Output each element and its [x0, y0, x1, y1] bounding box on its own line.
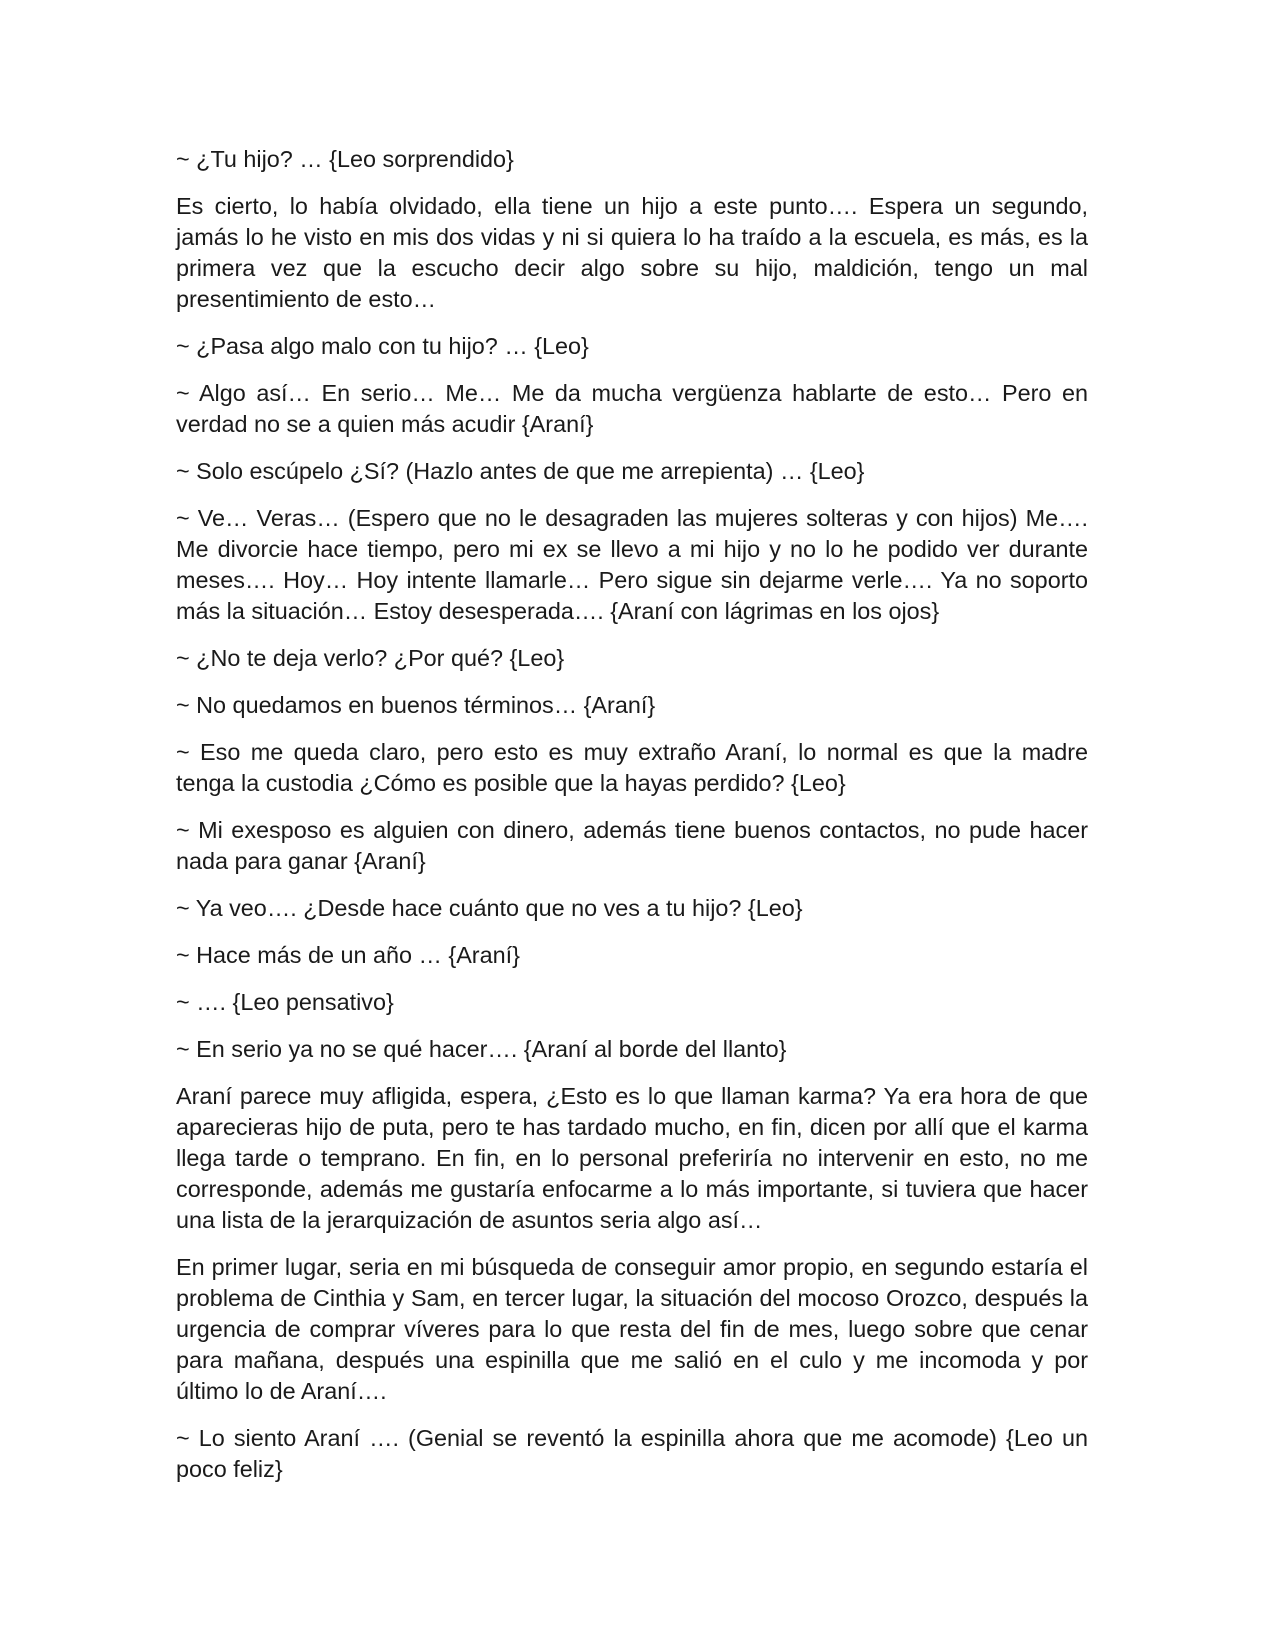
dialogue-line: ~ Mi exesposo es alguien con dinero, además tiene buenos contactos, no pude hacer nada para ganar {Araní} — [176, 817, 1088, 874]
dialogue-line: ~ Solo escúpelo ¿Sí? (Hazlo antes de que me arrepienta) … {Leo} — [176, 458, 865, 484]
document-page — [176, 144, 1088, 1501]
narration-paragraph: En primer lugar, seria en mi búsqueda de conseguir amor propio, en segundo estaría el problema de Cinthia y Sam, en tercer lugar, la situación del mocoso Orozco, después la urgencia de comprar víveres para lo que resta del fin de mes, luego sobre que cenar para mañana, después una espinilla que me salió en el culo y me incomoda y por último lo de Araní…. — [176, 1254, 1088, 1404]
dialogue-line: ~ Ya veo…. ¿Desde hace cuánto que no ves a tu hijo? {Leo} — [176, 895, 803, 921]
dialogue-line: ~ Hace más de un año … {Araní} — [176, 942, 520, 968]
dialogue-line: ~ Eso me queda claro, pero esto es muy extraño Araní, lo normal es que la madre tenga la custodia ¿Cómo es posible que la hayas perdido? {Leo} — [176, 739, 1088, 796]
narration-paragraph: Es cierto, lo había olvidado, ella tiene un hijo a este punto…. Espera un segundo, jamás lo he visto en mis dos vidas y ni si quiera lo ha traído a la escuela, es más, es la primera vez que la escucho decir algo sobre su hijo, maldición, tengo un mal presentimiento de esto… — [176, 193, 1088, 312]
dialogue-line: ~ Lo siento Araní …. (Genial se reventó la espinilla ahora que me acomode) {Leo un poco feliz} — [176, 1425, 1088, 1482]
narration-paragraph: Araní parece muy afligida, espera, ¿Esto es lo que llaman karma? Ya era hora de que aparecieras hijo de puta, pero te has tardado mucho, en fin, dicen por allí que el karma llega tarde o temprano. En fin, en lo personal preferiría no intervenir en esto, no me corresponde, además me gustaría enfocarme a lo más importante, si tuviera que hacer una lista de la jerarquización de asuntos seria algo así… — [176, 1083, 1088, 1233]
dialogue-line: ~ En serio ya no se qué hacer…. {Araní al borde del llanto} — [176, 1036, 787, 1062]
dialogue-line: ~ Ve… Veras… (Espero que no le desagraden las mujeres solteras y con hijos) Me…. Me divorcie hace tiempo, pero mi ex se llevo a mi hijo y no lo he podido ver durante meses…. Hoy… Hoy intente llamarle… Pero sigue sin dejarme verle…. Ya no soporto más la situación… Estoy desesperada…. {Araní con lágrimas en los ojos} — [176, 505, 1088, 624]
dialogue-line: ~ ¿Pasa algo malo con tu hijo? … {Leo} — [176, 333, 589, 359]
dialogue-line: ~ ¿No te deja verlo? ¿Por qué? {Leo} — [176, 645, 565, 671]
dialogue-line: ~ No quedamos en buenos términos… {Araní} — [176, 692, 656, 718]
dialogue-line: ~ Algo así… En serio… Me… Me da mucha vergüenza hablarte de esto… Pero en verdad no se a quien más acudir {Araní} — [176, 380, 1088, 437]
dialogue-line: ~ …. {Leo pensativo} — [176, 989, 394, 1015]
dialogue-line: ~ ¿Tu hijo? … {Leo sorprendido} — [176, 146, 514, 172]
